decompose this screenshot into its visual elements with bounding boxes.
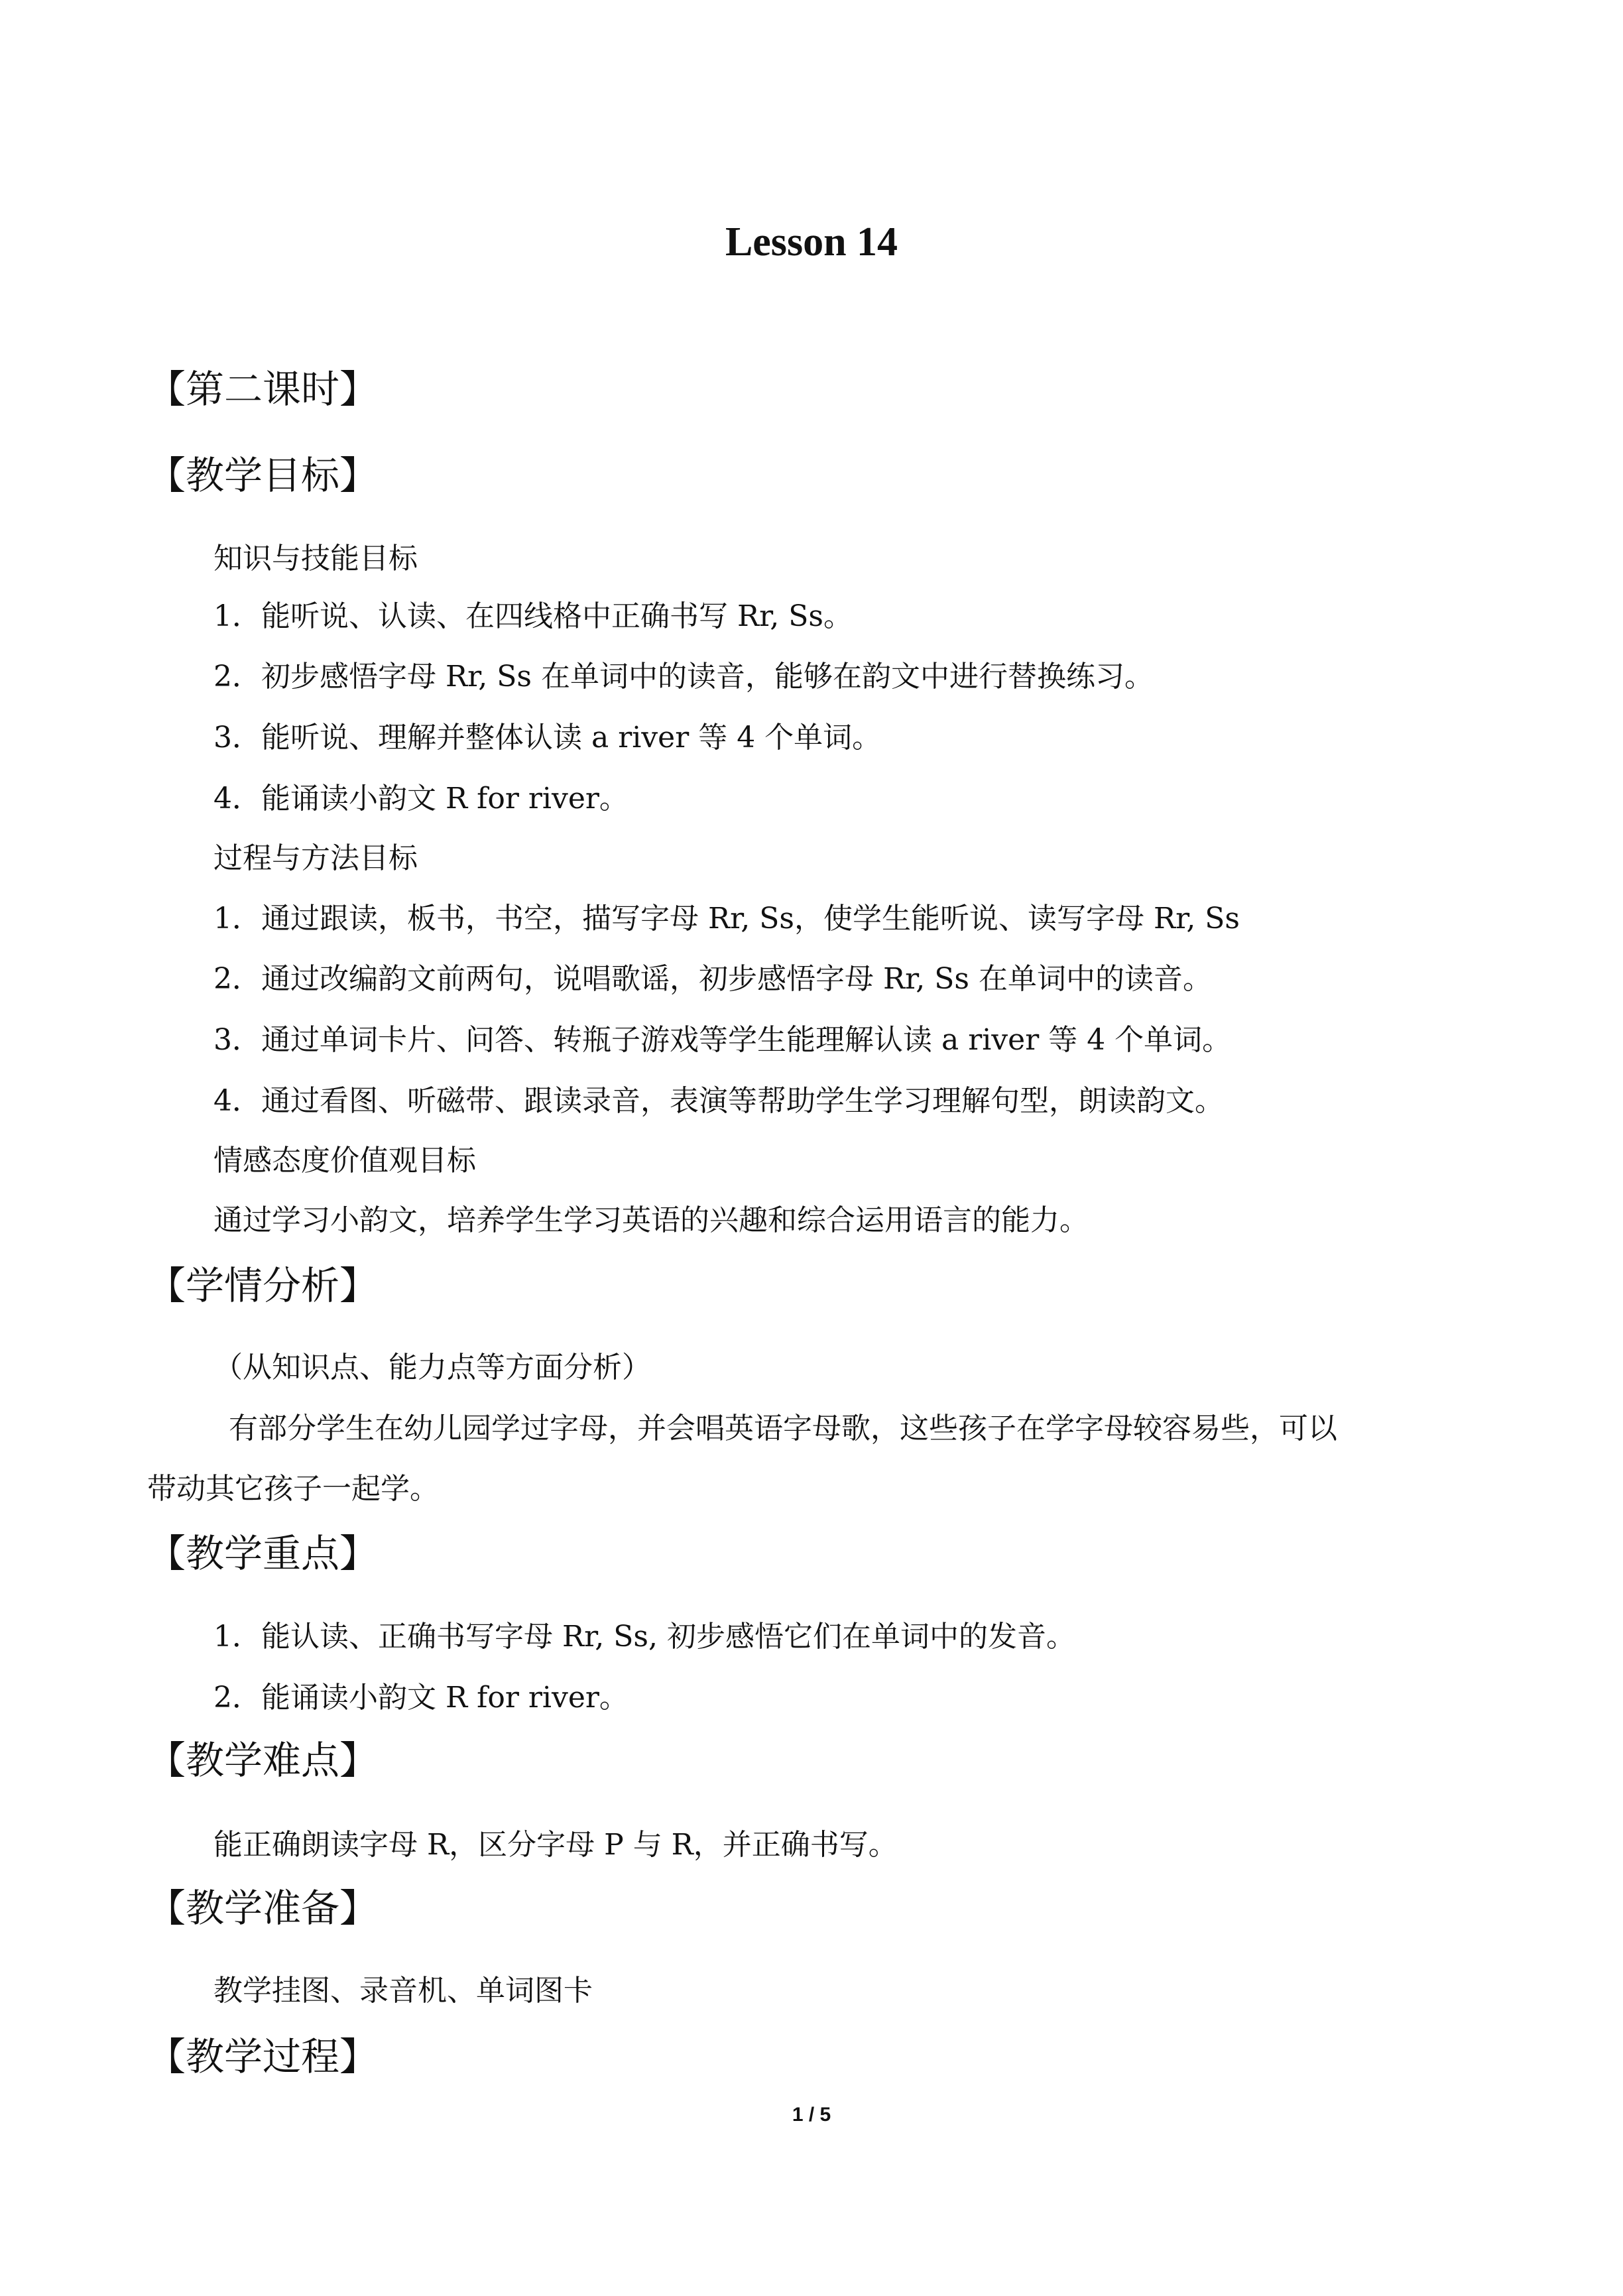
knowledge-item: 2．初步感悟字母 Rr, Ss 在单词中的读音，能够在韵文中进行替换练习。 bbox=[213, 660, 1154, 694]
difficulties-heading: 【教学难点】 bbox=[147, 1738, 379, 1783]
document-title: Lesson 14 bbox=[725, 219, 898, 265]
knowledge-item: 4．能诵读小韵文 R for river。 bbox=[213, 782, 629, 816]
analysis-paragraph-line: 带动其它孩子一起学。 bbox=[147, 1472, 439, 1506]
page-number: 1 / 5 bbox=[792, 2104, 831, 2126]
key-point-item: 2．能诵读小韵文 R for river。 bbox=[213, 1681, 629, 1715]
lesson-period-heading: 【第二课时】 bbox=[147, 367, 379, 412]
process-item: 3．通过单词卡片、问答、转瓶子游戏等学生能理解认读 a river 等 4 个单词。 bbox=[213, 1023, 1232, 1057]
key-point-item: 1．能认读、正确书写字母 Rr, Ss, 初步感悟它们在单词中的发音。 bbox=[213, 1620, 1075, 1654]
knowledge-item: 1．能听说、认读、在四线格中正确书写 Rr, Ss。 bbox=[213, 599, 853, 633]
process-method-subheading: 过程与方法目标 bbox=[213, 841, 418, 875]
emotion-values-text: 通过学习小韵文，培养学生学习英语的兴趣和综合运用语言的能力。 bbox=[213, 1203, 1089, 1237]
process-item: 1．通过跟读，板书，书空，描写字母 Rr, Ss，使学生能听说、读写字母 Rr, Ss bbox=[213, 902, 1240, 936]
objectives-heading: 【教学目标】 bbox=[147, 453, 379, 498]
knowledge-skills-subheading: 知识与技能目标 bbox=[213, 542, 418, 575]
process-heading: 【教学过程】 bbox=[147, 2034, 379, 2079]
key-points-heading: 【教学重点】 bbox=[147, 1531, 379, 1576]
analysis-note: （从知识点、能力点等方面分析） bbox=[213, 1351, 651, 1384]
analysis-paragraph-line: 有部分学生在幼儿园学过字母，并会唱英语字母歌，这些孩子在学字母较容易些，可以 bbox=[229, 1412, 1337, 1445]
analysis-heading: 【学情分析】 bbox=[147, 1263, 379, 1308]
emotion-values-subheading: 情感态度价值观目标 bbox=[213, 1144, 476, 1178]
process-item: 2．通过改编韵文前两句，说唱歌谣，初步感悟字母 Rr, Ss 在单词中的读音。 bbox=[213, 962, 1212, 996]
preparation-text: 教学挂图、录音机、单词图卡 bbox=[213, 1974, 593, 2008]
preparation-heading: 【教学准备】 bbox=[147, 1886, 379, 1931]
knowledge-item: 3．能听说、理解并整体认读 a river 等 4 个单词。 bbox=[213, 721, 882, 755]
process-item: 4．通过看图、听磁带、跟读录音，表演等帮助学生学习理解句型，朗读韵文。 bbox=[213, 1084, 1224, 1118]
difficulties-text: 能正确朗读字母 R，区分字母 P 与 R，并正确书写。 bbox=[213, 1828, 898, 1862]
